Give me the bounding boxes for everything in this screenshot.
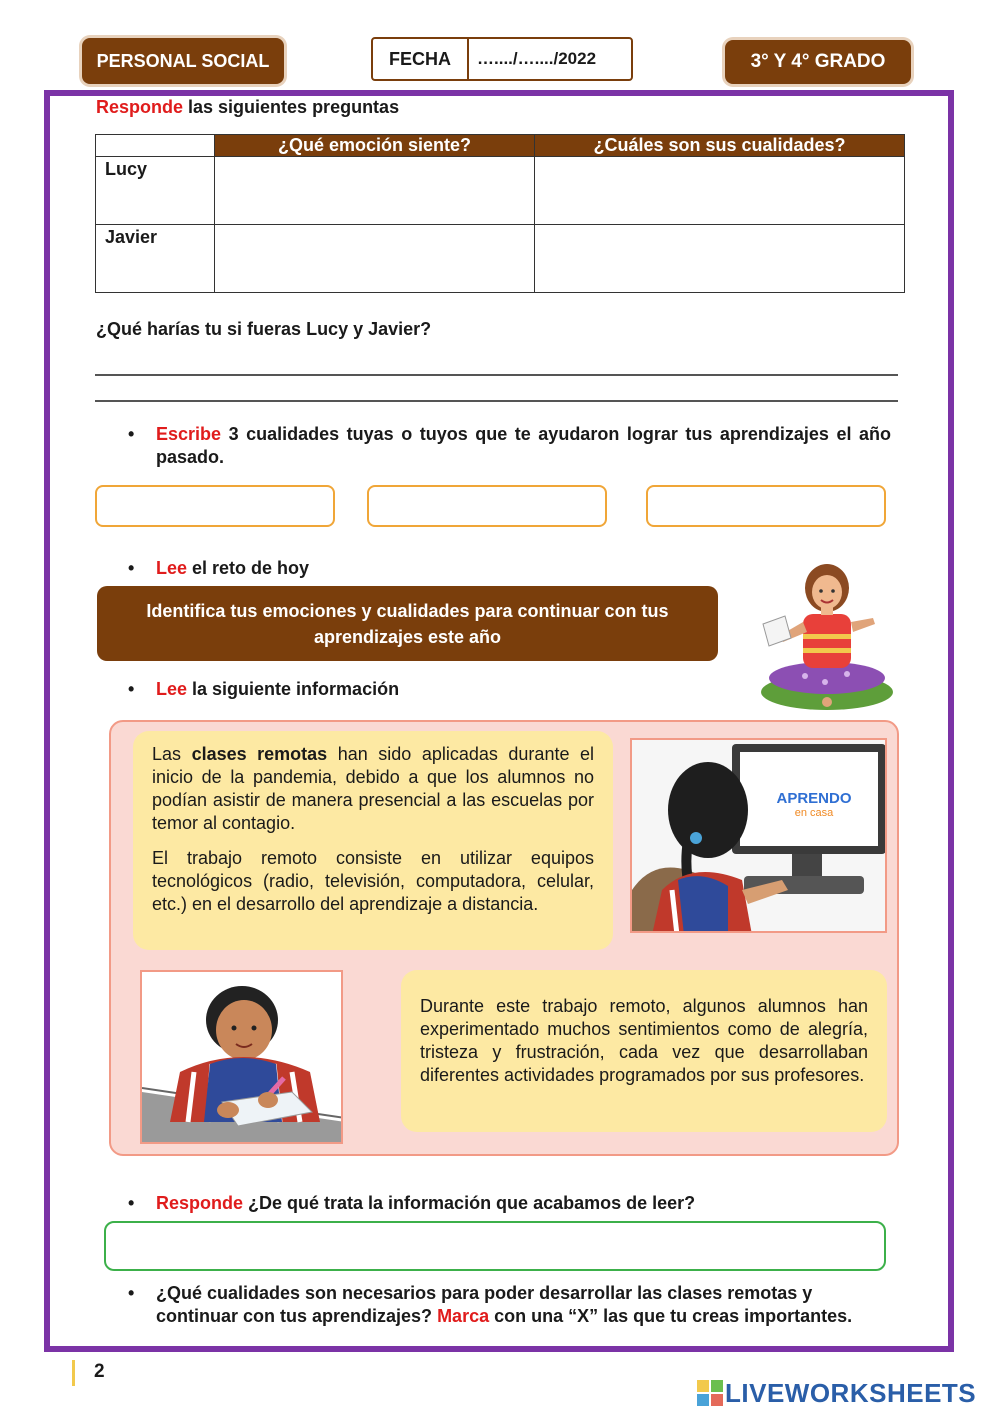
liveworksheets-text: LIVEWORKSHEETS: [725, 1377, 977, 1408]
bullet-icon: •: [128, 558, 135, 578]
bullet-read-info: [128, 678, 400, 701]
info-box-feelings: [401, 970, 887, 1132]
table-header-emotion: ¿Qué emoción siente?: [215, 135, 535, 157]
bullet-text-end: con una “X” las que tu creas importantes.: [489, 1306, 853, 1326]
question-text: ¿Qué harías tu si fueras Lucy y Javier?: [96, 319, 432, 339]
quality-input-3[interactable]: [646, 485, 886, 527]
bullet-icon: •: [128, 1283, 135, 1303]
info-paragraph-1: [152, 743, 594, 835]
challenge-banner: [97, 586, 718, 661]
bullet-text: la siguiente información: [187, 679, 400, 699]
table-header-qualities: ¿Cuáles son sus cualidades?: [535, 135, 905, 157]
bullet-respond-info: [128, 1192, 696, 1215]
bullet-text: 3 cualidades tuyas o tuyos que te ayudaron lograr tus aprendizajes el año pasado.: [156, 424, 891, 467]
date-label: FECHA: [373, 39, 469, 79]
screen-logo-subtitle: en casa: [794, 807, 834, 819]
bullet-mark-qualities: [128, 1282, 896, 1328]
info-paragraph-2: El trabajo remoto consiste en utilizar equipos tecnológicos (radio, televisión, computadora, celular, etc.) en el desarrollo del aprendizaje a distancia.: [152, 848, 594, 914]
liveworksheets-icon: [697, 1380, 723, 1406]
bullet-verb: Marca: [437, 1306, 490, 1326]
table-header-empty: [96, 135, 215, 157]
page-number-marker: [72, 1360, 75, 1386]
bullet-text: el reto de hoy: [187, 558, 310, 578]
info-p1-bold: clases remotas: [191, 744, 328, 764]
info-p1-start: Las: [152, 744, 192, 764]
bullet-verb: Lee: [156, 679, 188, 699]
screen-logo: [772, 792, 856, 820]
date-field[interactable]: …..../…..../2022: [477, 49, 597, 68]
emotions-table: [95, 134, 905, 293]
student-scene: [142, 972, 343, 1144]
grade-label: 3° Y 4° GRADO: [750, 51, 886, 72]
info-paragraph-3: Durante este trabajo remoto, algunos alumnos han experimentado muchos sentimientos como de alegría, tristeza y frustración, cada vez que desarrollaban diferentes actividades programados por sus profesores.: [420, 996, 868, 1085]
row-name-lucy: Lucy: [96, 157, 215, 225]
info-box-remote-classes: [133, 731, 613, 950]
instruction-text: las siguientes preguntas: [183, 97, 400, 117]
grade-badge: [725, 40, 911, 84]
instruction-verb: Responde: [96, 97, 184, 117]
quality-input-2[interactable]: [367, 485, 607, 527]
answer-line-2[interactable]: [95, 400, 898, 402]
bullet-icon: •: [128, 1193, 135, 1213]
challenge-text: Identifica tus emociones y cualidades para continuar con tus aprendizajes este año: [146, 600, 669, 647]
bullet-icon: •: [128, 424, 135, 444]
table-header-row: [96, 135, 905, 157]
info-answer-input[interactable]: [104, 1221, 886, 1271]
bullet-verb: Escribe: [156, 424, 222, 444]
table-row: [96, 225, 905, 293]
date-box: [371, 37, 633, 81]
bullet-verb: Responde: [156, 1193, 244, 1213]
javier-emotion-cell[interactable]: [215, 225, 535, 293]
page-number: 2: [94, 1361, 105, 1382]
answer-line-1[interactable]: [95, 374, 898, 376]
quality-input-1[interactable]: [95, 485, 335, 527]
lucy-emotion-cell[interactable]: [215, 157, 535, 225]
student-writing-illustration: [140, 970, 343, 1144]
subject-label: PERSONAL SOCIAL: [96, 50, 270, 71]
bullet-verb: Lee: [156, 558, 188, 578]
instruction-respond: [96, 97, 399, 118]
row-name-javier: Javier: [96, 225, 215, 293]
computer-scene: [632, 740, 887, 933]
bullet-write-qualities: [128, 423, 891, 469]
info-p1-end: han sido aplicadas durante el inicio de la pandemia, debido a que los alumnos no podían asistir de manera presencial a las escuelas por temor al contagio.: [152, 744, 595, 833]
bullet-icon: •: [128, 679, 135, 699]
girl-sitting-illustration: [755, 562, 895, 714]
bullet-text: ¿De qué trata la información que acabamos de leer?: [243, 1193, 696, 1213]
bullet-read-challenge: [128, 557, 310, 580]
screen-logo-title: APRENDO: [776, 790, 852, 807]
javier-qualities-cell[interactable]: [535, 225, 905, 293]
computer-illustration: [630, 738, 887, 933]
liveworksheets-logo[interactable]: [697, 1378, 976, 1408]
subject-badge: [82, 38, 284, 84]
bullet-text-start: ¿Qué cualidades son necesarios para poder desarrollar las clases remotas y continuar con tus aprendizajes?: [156, 1283, 813, 1326]
lucy-qualities-cell[interactable]: [535, 157, 905, 225]
table-row: [96, 157, 905, 225]
